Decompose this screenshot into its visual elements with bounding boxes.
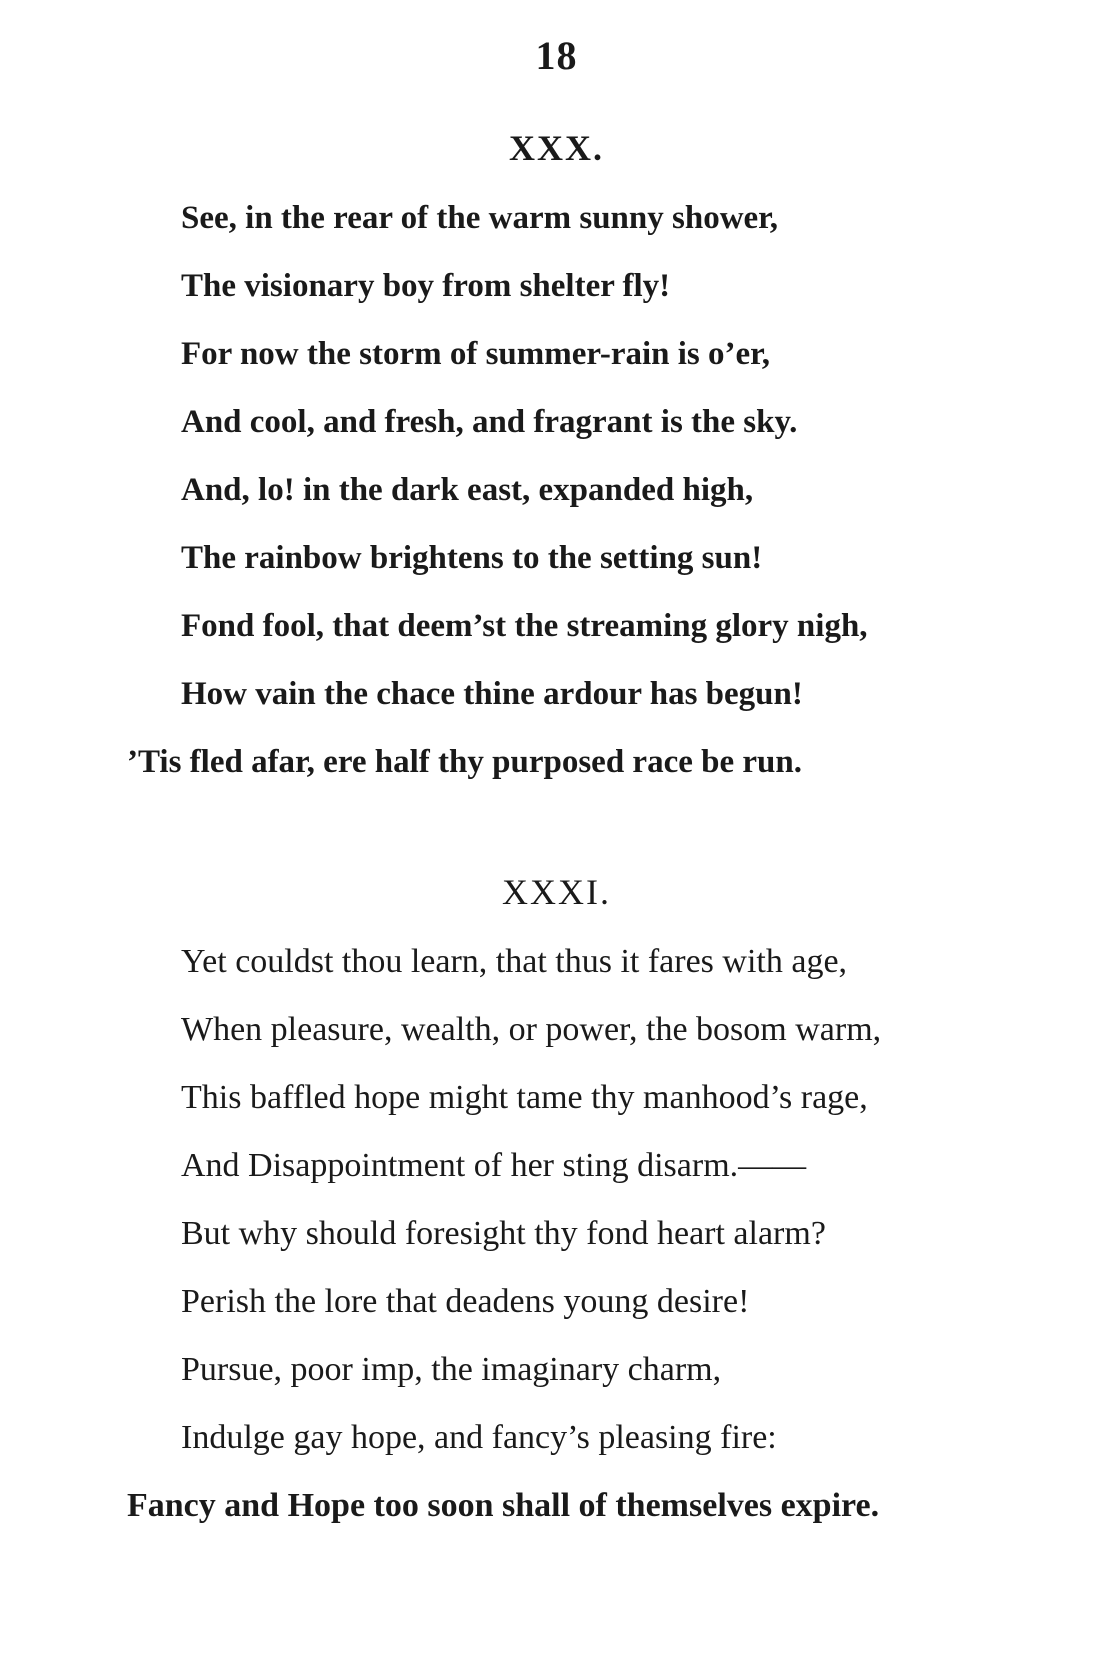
stanza-lines xyxy=(0,188,1113,800)
stanza-numeral: XXXI. xyxy=(502,872,611,912)
verse-line: And Disappointment of her sting disarm.—— xyxy=(181,1147,807,1184)
verse-line: And cool, and fresh, and fragrant is the sky. xyxy=(181,404,798,440)
verse-line: Perish the lore that deadens young desire! xyxy=(181,1283,750,1320)
verse-line: The visionary boy from shelter fly! xyxy=(181,268,671,304)
verse-line: For now the storm of summer-rain is o’er, xyxy=(181,336,771,372)
stanza-lines xyxy=(0,932,1113,1544)
verse-line: When pleasure, wealth, or power, the bosom warm, xyxy=(181,1011,882,1048)
verse-line: Yet couldst thou learn, that thus it fares with age, xyxy=(181,943,848,980)
verse-line: See, in the rear of the warm sunny shower, xyxy=(181,200,779,236)
verse-line: The rainbow brightens to the setting sun! xyxy=(181,540,763,576)
stanza-numeral: XXX. xyxy=(509,128,604,168)
verse-line: This baffled hope might tame thy manhood’s rage, xyxy=(181,1079,868,1116)
verse-line: How vain the chace thine ardour has begun! xyxy=(181,676,803,712)
verse-line-alexandrine: ’Tis fled afar, ere half thy purposed race be run. xyxy=(127,744,802,780)
verse-line: But why should foresight thy fond heart alarm? xyxy=(181,1215,826,1252)
verse-line: Pursue, poor imp, the imaginary charm, xyxy=(181,1351,722,1388)
verse-line-alexandrine: Fancy and Hope too soon shall of themselves expire. xyxy=(127,1487,880,1524)
verse-line: Indulge gay hope, and fancy’s pleasing fire: xyxy=(181,1419,777,1456)
page-number: 18 xyxy=(535,33,578,78)
stanza-xxxi xyxy=(0,870,1113,1544)
stanza-xxx xyxy=(0,126,1113,800)
verse-line: And, lo! in the dark east, expanded high, xyxy=(181,472,754,508)
verse-line: Fond fool, that deem’st the streaming glory nigh, xyxy=(181,608,868,644)
